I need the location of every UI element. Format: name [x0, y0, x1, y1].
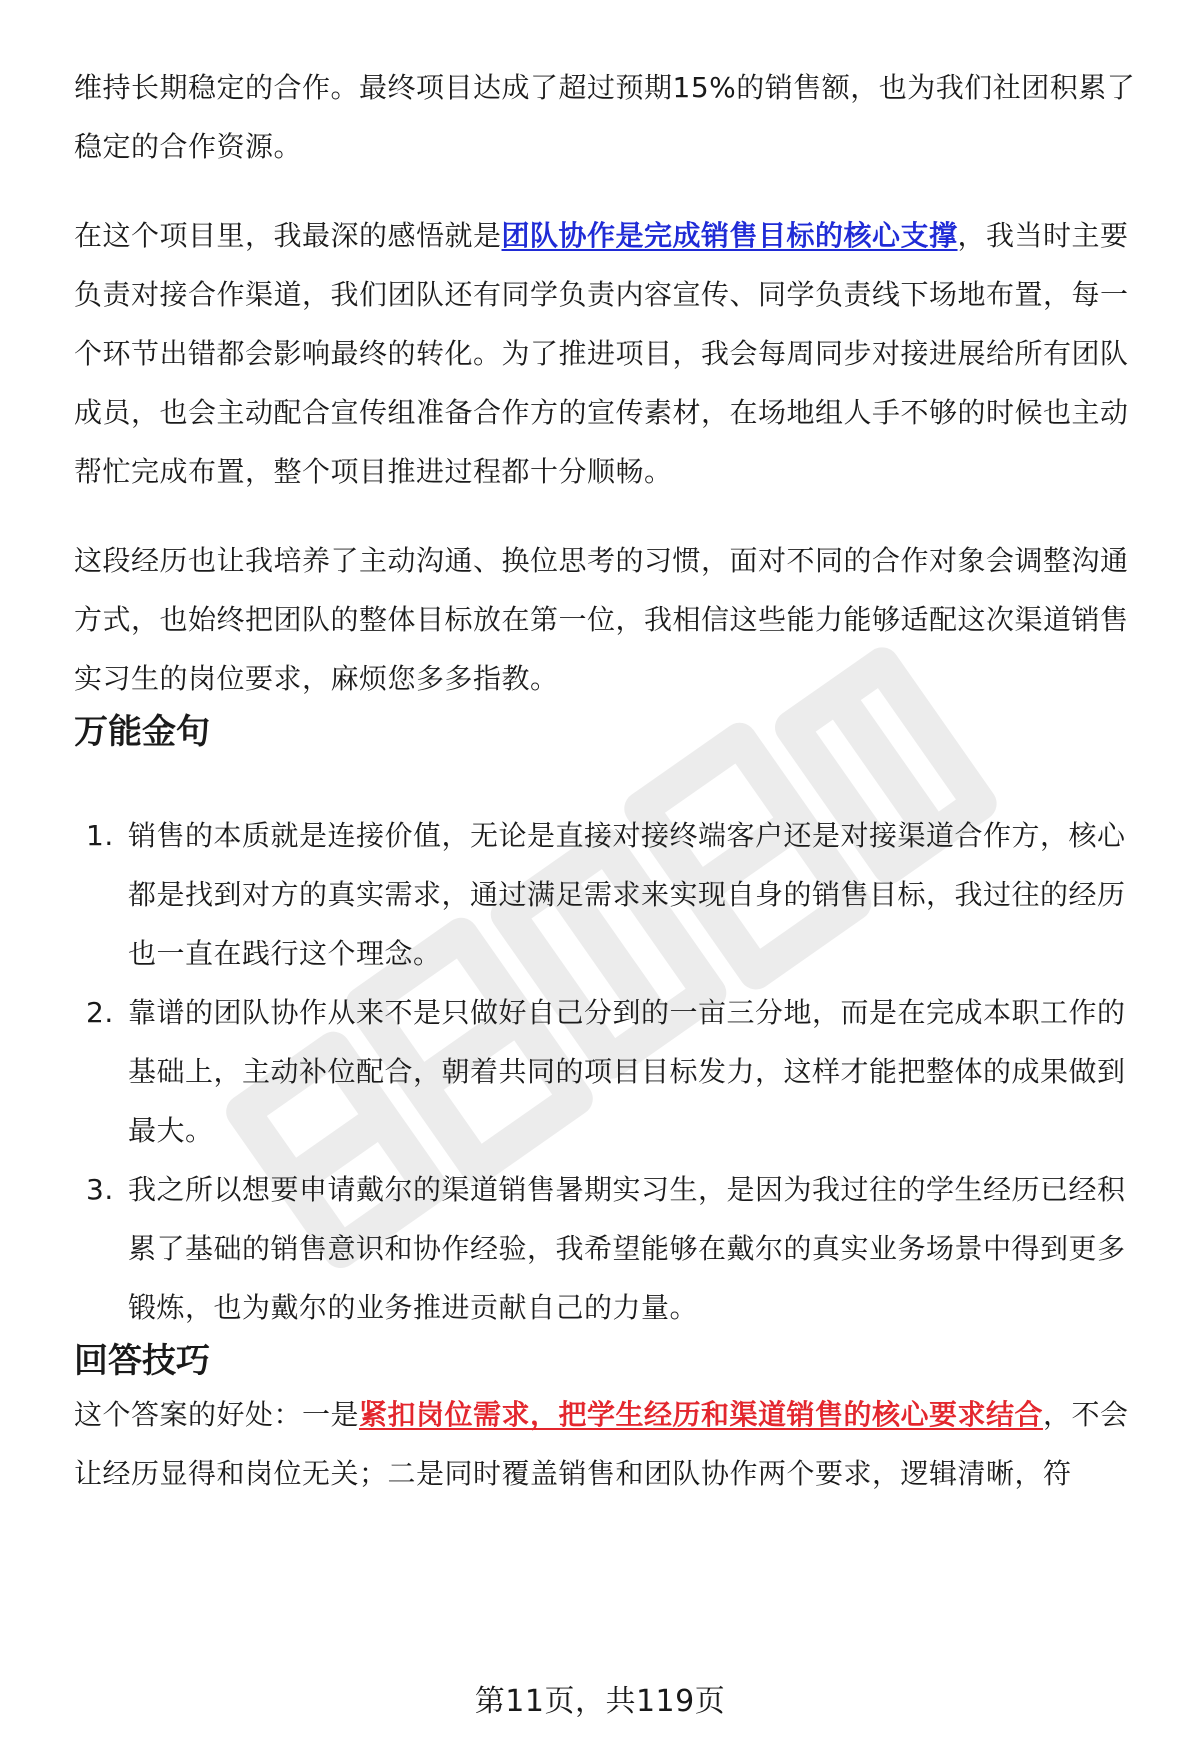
list-item [74, 806, 1149, 983]
paragraph-skills: 这段经历也让我培养了主动沟通、换位思考的习惯，面对不同的合作对象会调整沟通方式，也始终把团队的整体目标放在第一位，我相信这些能力能够适配这次渠道销售实习生的岗位要求，麻烦您多多指教。 [74, 544, 1129, 695]
list-item [74, 983, 1149, 1160]
list-item-text: 靠谱的团队协作从来不是只做好自己分到的一亩三分地，而是在完成本职工作的基础上，主动补位配合，朝着共同的项目目标发力，这样才能把整体的成果做到最大。 [128, 996, 1126, 1147]
paragraph-result: 维持长期稳定的合作。最终项目达成了超过预期15%的销售额，也为我们社团积累了稳定的合作资源。 [74, 71, 1136, 163]
page-number: 第11页，共119页 [474, 1684, 726, 1719]
quotes-list [74, 806, 1149, 1337]
paragraph-insight-detail: ，我当时主要负责对接合作渠道，我们团队还有同学负责内容宣传、同学负责线下场地布置，每一个环节出错都会影响最终的转化。为了推进项目，我会每周同步对接进展给所有团队成员，也会主动配合宣传组准备合作方的宣传素材，在场地组人手不够的时候也主动帮忙完成布置，整个项目推进过程都十分顺畅。 [74, 219, 1129, 488]
list-item-number: 3. [86, 1173, 114, 1206]
heading-answer-tips: 回答技巧 [74, 1341, 210, 1381]
list-item-number: 1. [86, 819, 114, 852]
highlight-job-fit: 紧扣岗位需求，把学生经历和渠道销售的核心要求结合 [359, 1398, 1044, 1431]
heading-golden-quotes: 万能金句 [74, 712, 210, 752]
paragraph-tips-intro: 这个答案的好处：一是 [74, 1398, 360, 1431]
paragraph-insight [74, 206, 1149, 501]
paragraph-tips [74, 1385, 1149, 1503]
highlight-teamwork: 团队协作是完成销售目标的核心支撑 [501, 219, 958, 252]
list-item-number: 2. [86, 996, 114, 1029]
list-item-text: 我之所以想要申请戴尔的渠道销售暑期实习生，是因为我过往的学生经历已经积累了基础的销售意识和协作经验，我希望能够在戴尔的真实业务场景中得到更多锻炼，也为戴尔的业务推进贡献自己的力量。 [128, 1173, 1126, 1324]
list-item [74, 1160, 1149, 1337]
paragraph-tips-detail: ，不会让经历显得和岗位无关；二是同时覆盖销售和团队协作两个要求，逻辑清晰，符 [74, 1398, 1129, 1490]
list-item-text: 销售的本质就是连接价值，无论是直接对接终端客户还是对接渠道合作方，核心都是找到对方的真实需求，通过满足需求来实现自身的销售目标，我过往的经历也一直在践行这个理念。 [128, 819, 1126, 970]
paragraph-insight-intro: 在这个项目里，我最深的感悟就是 [74, 219, 502, 252]
document-body [74, 58, 1149, 1503]
